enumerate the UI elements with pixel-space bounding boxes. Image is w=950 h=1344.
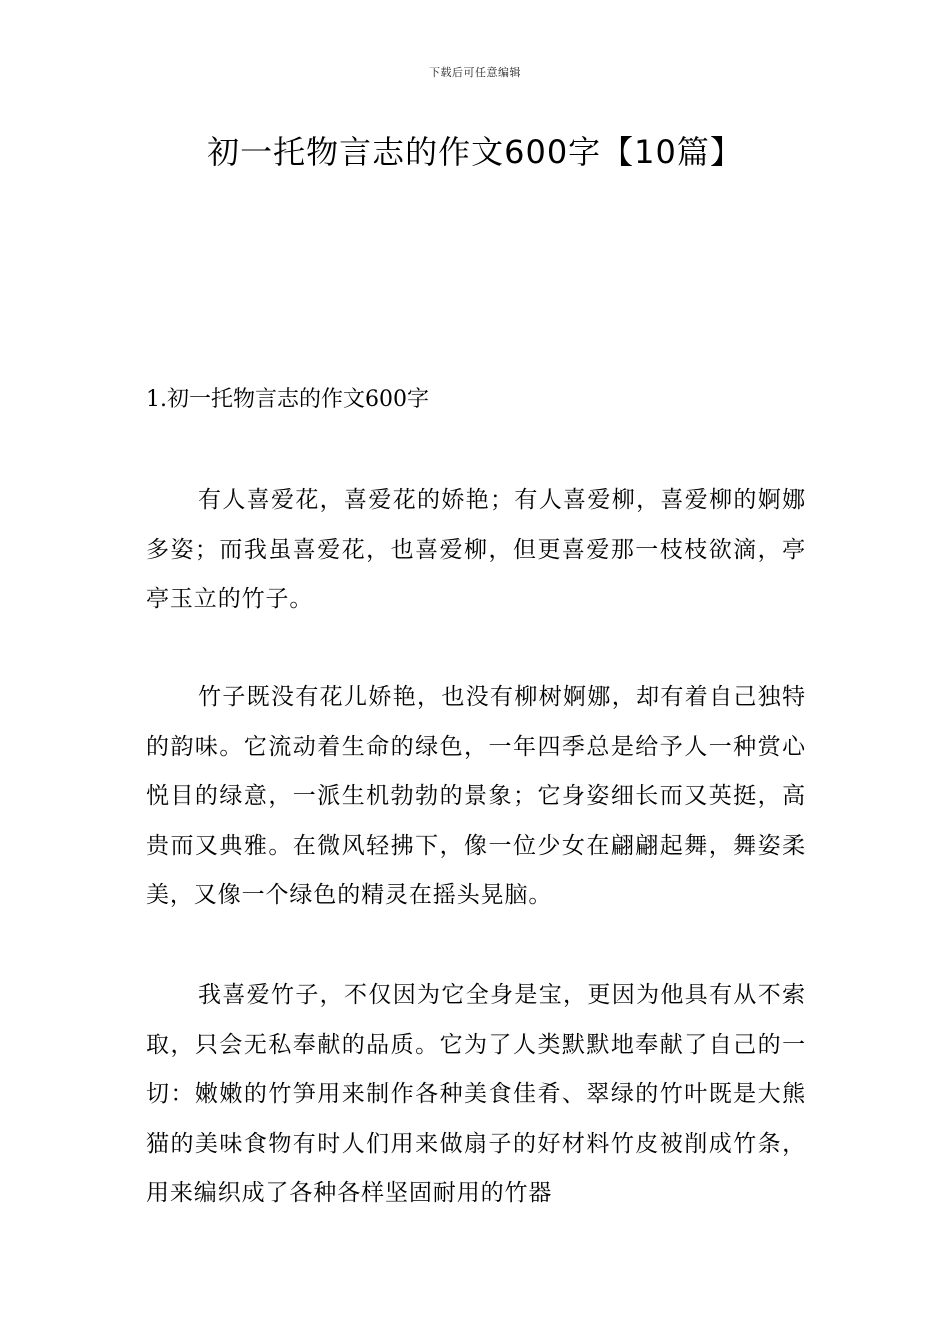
document-title: 初一托物言志的作文600字【10篇】 bbox=[207, 133, 743, 171]
paragraph: 有人喜爱花，喜爱花的娇艳；有人喜爱柳，喜爱柳的婀娜多姿；而我虽喜爱花，也喜爱柳，但更喜爱那一枝枝欲滴，亭亭玉立的竹子。 bbox=[146, 487, 806, 612]
header-note: 下载后可任意编辑 bbox=[429, 66, 521, 79]
paragraph: 我喜爱竹子，不仅因为它全身是宝，更因为他具有从不索取，只会无私奉献的品质。它为了人类默默地奉献了自己的一切：嫩嫩的竹笋用来制作各种美食佳肴、翠绿的竹叶既是大熊猫的美味食物有时人们用来做扇子的好材料竹皮被削成竹条，用来编织成了各种各样坚固耐用的竹器 bbox=[146, 982, 806, 1206]
section-heading: 1.初一托物言志的作文600字 bbox=[146, 387, 429, 412]
paragraph: 竹子既没有花儿娇艳，也没有柳树婀娜，却有着自己独特的韵味。它流动着生命的绿色，一年四季总是给予人一种赏心悦目的绿意，一派生机勃勃的景象；它身姿细长而又英挺，高贵而又典雅。在微风轻拂下，像一位少女在翩翩起舞，舞姿柔美，又像一个绿色的精灵在摇头晃脑。 bbox=[146, 684, 806, 908]
